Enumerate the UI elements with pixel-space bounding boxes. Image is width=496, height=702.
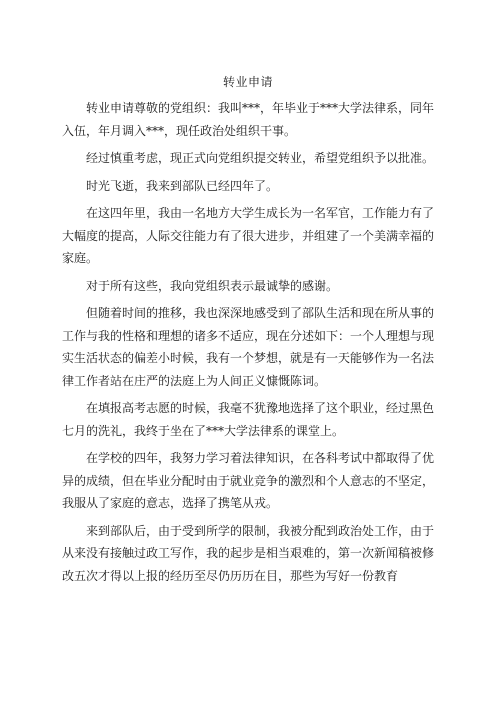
document-title: 转业申请	[222, 75, 273, 89]
paragraph: 在这四年里，我由一名地方大学生成长为一名军官，工作能力有了大幅度的提高，人际交往能力有了很大进步，并组建了一个美满幸福的家庭。	[62, 206, 435, 265]
paragraph: 时光飞逝，我来到部队已经四年了。	[86, 178, 279, 193]
paragraph: 在学校的四年，我努力学习着法律知识，在各科考试中都取得了优异的成绩，但在毕业分配时由于就业竞争的激烈和个人意志的不坚定，我服从了家庭的意志，选择了携笔从戎。	[62, 451, 435, 510]
paragraph: 但随着时间的推移，我也深深地感受到了部队生活和现在所从事的工作与我的性格和理想的诸多不适应，现在分述如下：一个人理想与现实生活状态的偏差小时候，我有一个梦想，就是有一天能够作为一名法律工作者站在庄严的法庭上为人间正义慷慨陈词。	[62, 306, 435, 388]
paragraph: 在填报高考志愿的时候，我毫不犹豫地选择了这个职业，经过黑色七月的洗礼，我终于坐在了***大学法律系的课堂上。	[62, 401, 435, 438]
paragraph: 对于所有这些，我向党组织表示最诚挚的感谢。	[86, 278, 339, 293]
paragraph: 来到部队后，由于受到所学的限制，我被分配到政治处工作，由于从来没有接触过政工写作，我的起步是相当艰难的，第一次新闻稿被修改五次才得以上报的经历至尽仍历历在目，那些为写好一份教育	[62, 523, 435, 583]
document-body	[62, 97, 434, 592]
paragraph: 经过慎重考虑，现正式向党组织提交转业，希望党组织予以批准。	[86, 151, 435, 165]
paragraph: 转业申请尊敬的党组织：我叫***，年毕业于***大学法律系，同年入伍，年月调入***，现任政治处组织干事。	[62, 101, 435, 138]
